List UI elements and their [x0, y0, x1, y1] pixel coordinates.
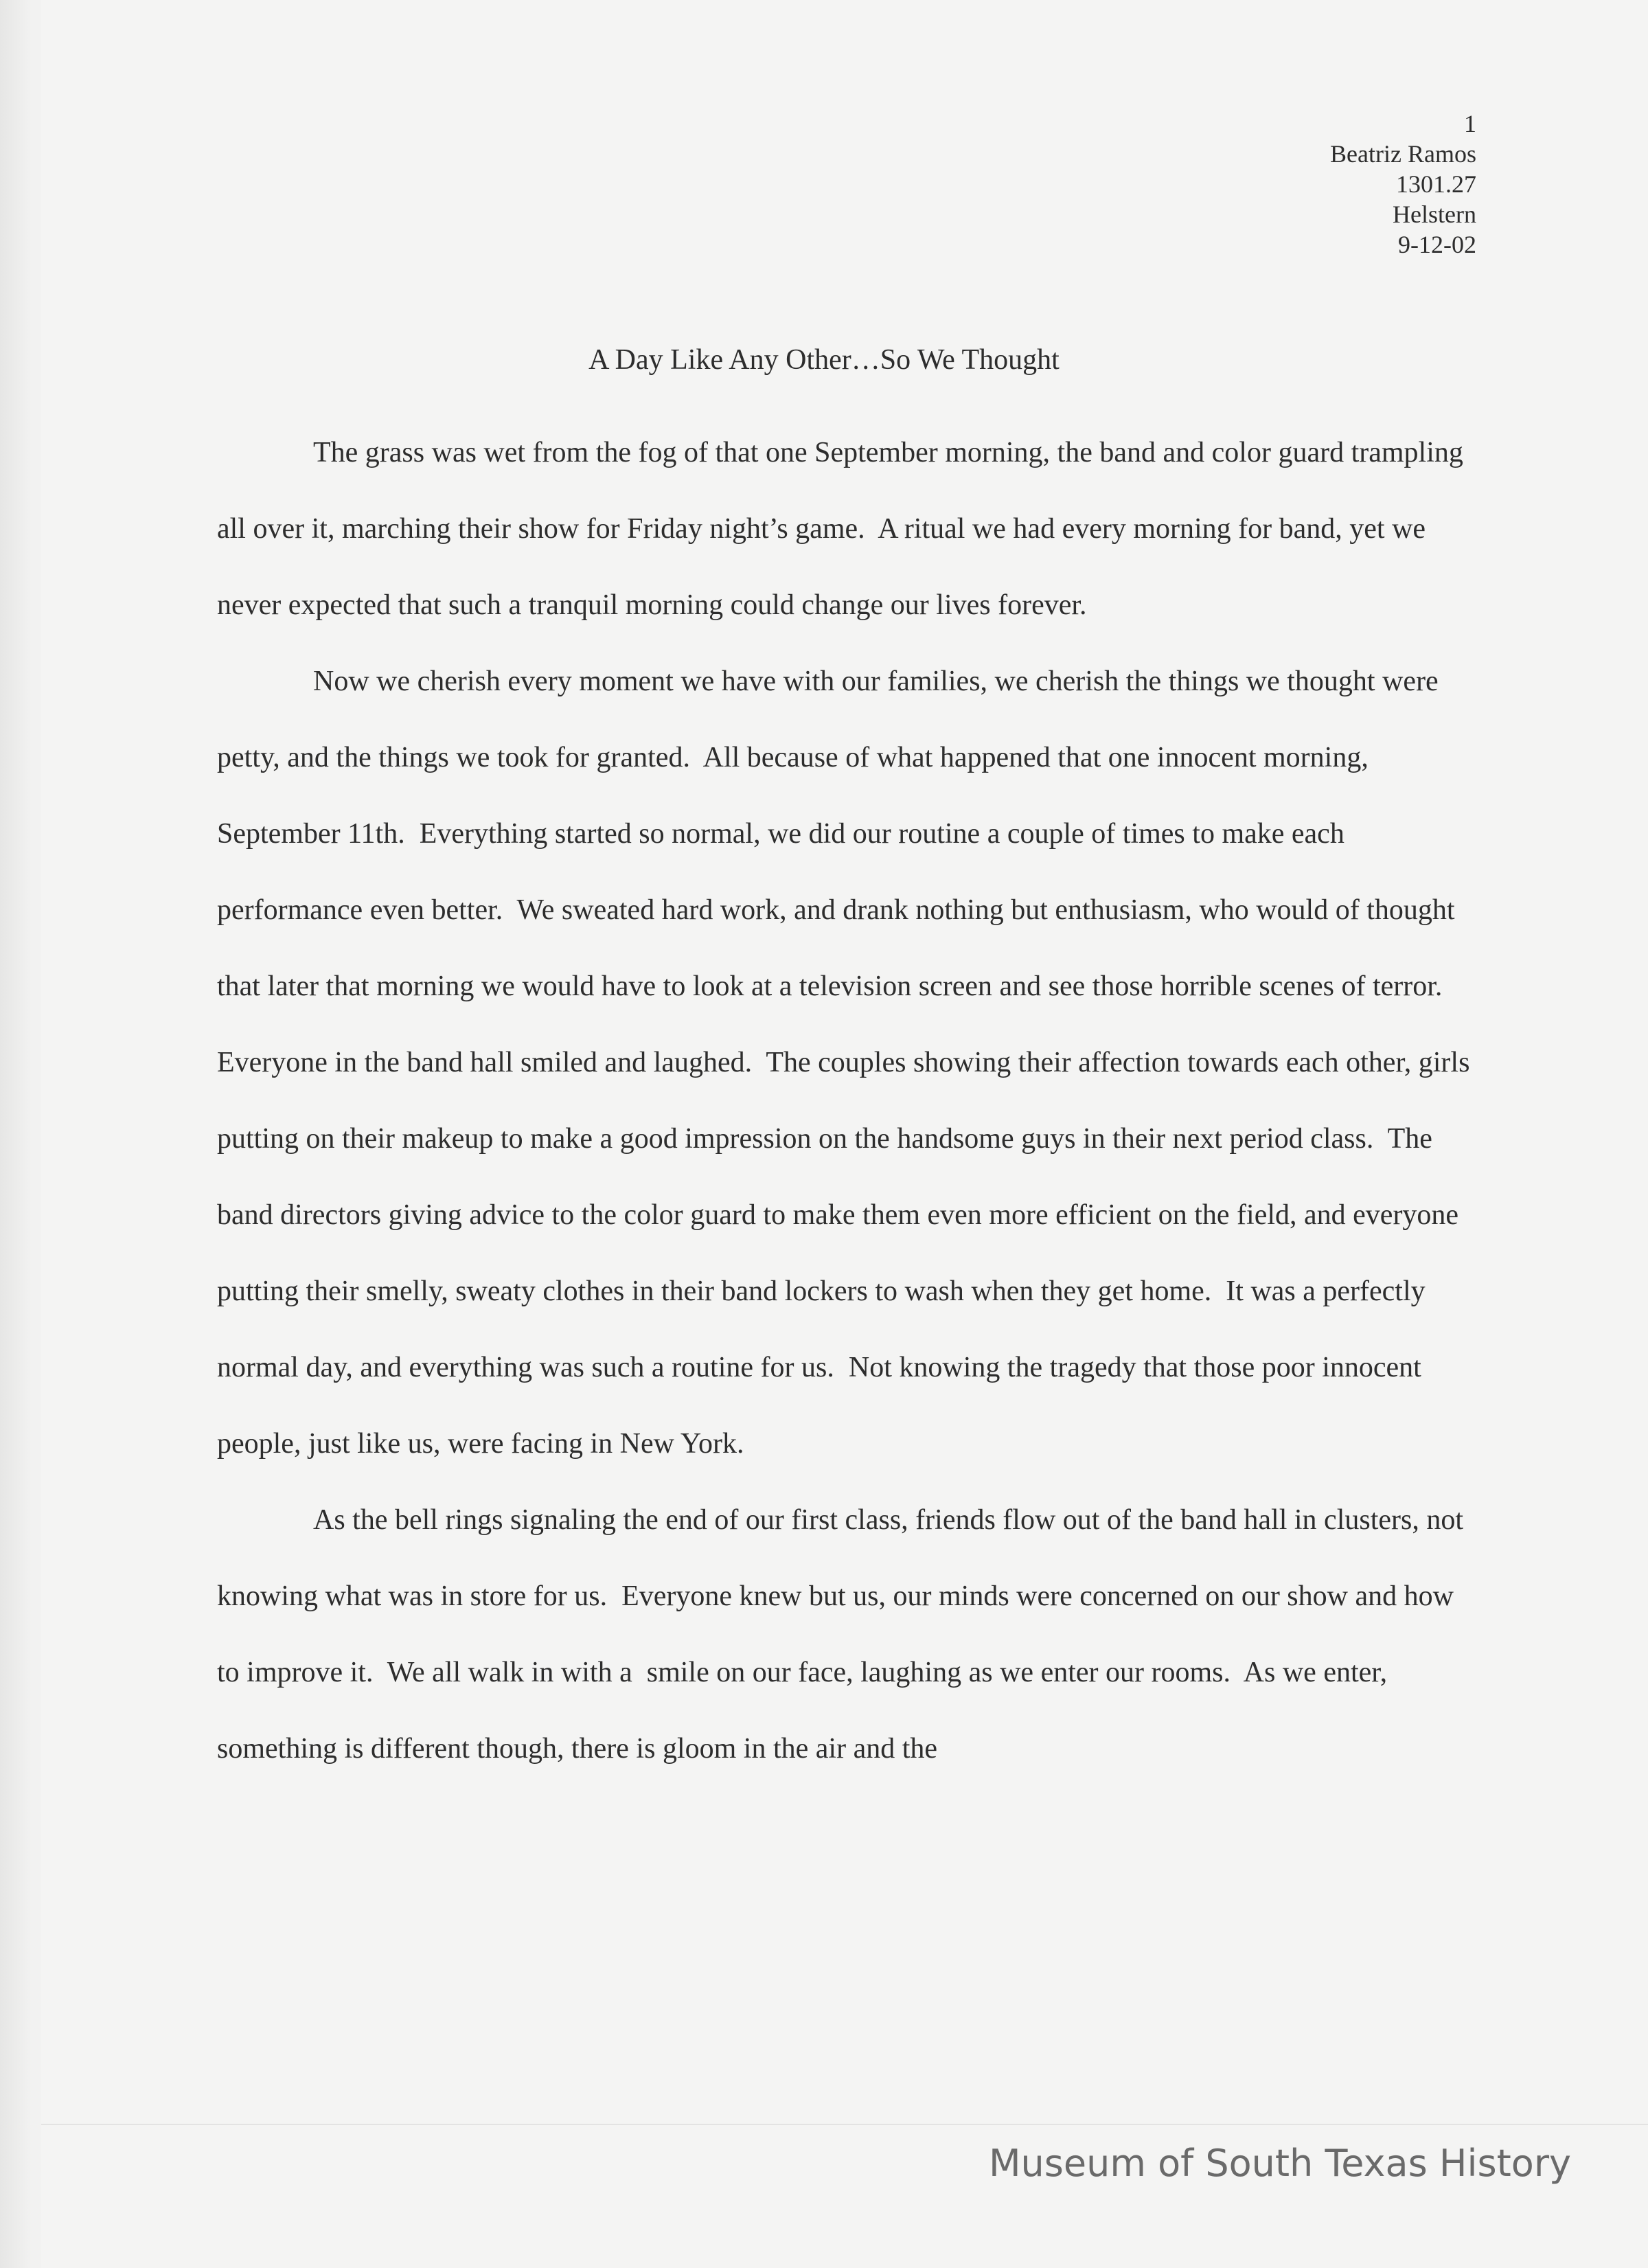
instructor-name: Helstern [1393, 201, 1476, 228]
course-number: 1301.27 [1396, 170, 1476, 198]
author-name: Beatriz Ramos [1330, 140, 1476, 168]
paragraph-2: Now we cherish every moment we have with our families, we cherish the things we thought were petty, and the things we took for granted. All because of what happened that one innocent morning, September 11th. Everything started so normal, we did our routine a couple of times to make each performance even better. We sweated hard work, and drank nothing but enthusiasm, who would of thought that later that morning we would have to look at a television screen and see those horrible scenes of terror. Everyone in the band hall smiled and laughed. The couples showing their affection towards each other, girls putting on their makeup to make a good impression on the handsome guys in their next period class. The band directors giving advice to the color guard to make them even more efficient on the field, and everyone putting their smelly, sweaty clothes in their band lockers to wash when they get home. It was a perfectly normal day, and everything was such a routine for us. Not knowing the tragedy that those poor innocent people, just like us, were facing in New York. [217, 666, 1477, 1460]
museum-watermark: Museum of South Texas History [988, 2142, 1571, 2185]
essay-body [217, 415, 1480, 1787]
page-number: 1 [1464, 110, 1476, 137]
paragraph-3: As the bell rings signaling the end of our first class, friends flow out of the band hall in clusters, not knowing what was in store for us. Everyone knew but us, our minds were concerned on our show and how to improve it. We all walk in with a smile on our face, laughing as we enter our rooms. As we enter, something is different though, there is gloom in the air and the [217, 1504, 1471, 1765]
paper-header [1330, 109, 1476, 260]
essay-title: A Day Like Any Other…So We Thought [588, 344, 1060, 376]
paper-date: 9-12-02 [1398, 231, 1476, 258]
paragraph-1: The grass was wet from the fog of that one September morning, the band and color guard trampling all over it, marching their show for Friday night’s game. A ritual we had every morning for band, yet we never expected that such a tranquil morning could change our lives forever. [217, 437, 1471, 621]
